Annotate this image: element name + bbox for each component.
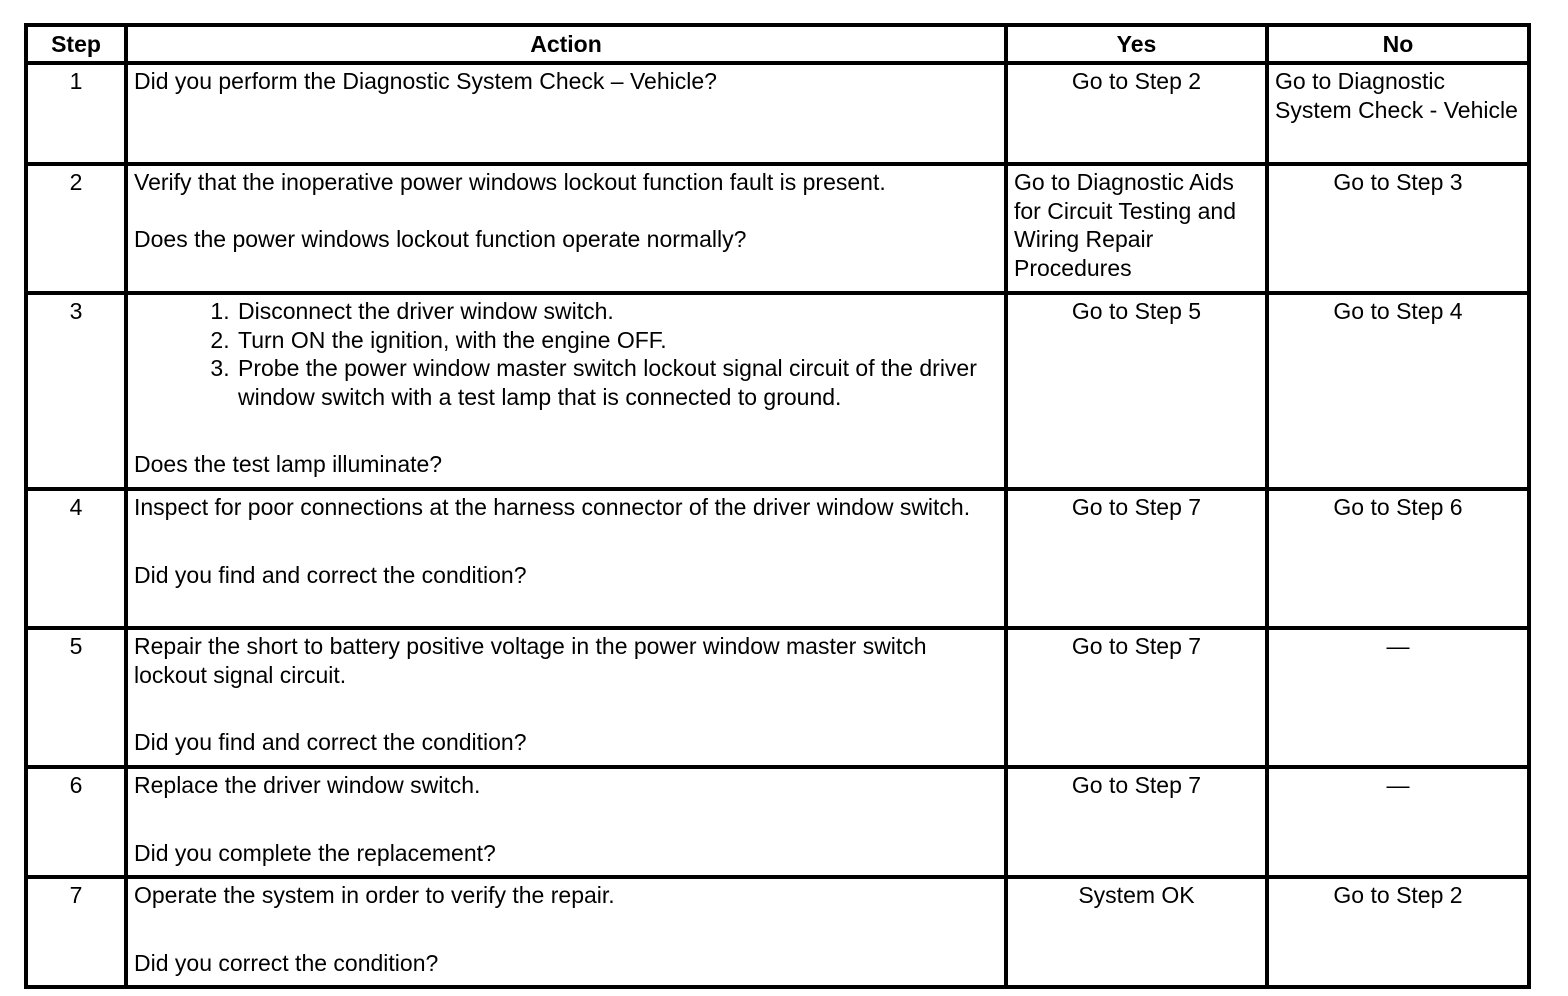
action-text: Verify that the inoperative power windows lockout function fault is present.: [134, 169, 886, 195]
action-cell: [126, 767, 1006, 877]
action-cell: [126, 877, 1006, 987]
no-cell: Go to Diagnostic System Check - Vehicle: [1267, 63, 1529, 164]
table-header-row: [26, 25, 1529, 63]
step-number: 3: [26, 293, 126, 489]
step-number: 6: [26, 767, 126, 877]
action-procedure-list: [188, 297, 998, 411]
step-number: 1: [26, 63, 126, 164]
list-item: 2. Turn ON the ignition, with the engine OFF.: [236, 326, 998, 355]
action-text: Inspect for poor connections at the harness connector of the driver window switch.: [134, 494, 971, 520]
step-number: 4: [26, 489, 126, 628]
yes-cell: System OK: [1006, 877, 1267, 987]
no-cell: [1267, 767, 1529, 877]
yes-cell: Go to Step 7: [1006, 628, 1267, 767]
list-item: 1. Disconnect the driver window switch.: [236, 297, 998, 326]
action-question: Did you correct the condition?: [134, 949, 439, 976]
action-text: Operate the system in order to verify the repair.: [134, 882, 615, 908]
action-cell: [126, 628, 1006, 767]
table-row: [26, 293, 1529, 489]
action-question: Did you complete the replacement?: [134, 839, 496, 866]
action-question: Did you find and correct the condition?: [134, 561, 527, 588]
yes-cell: Go to Step 5: [1006, 293, 1267, 489]
table-row: [26, 164, 1529, 293]
table-row: [26, 767, 1529, 877]
action-text: Did you perform the Diagnostic System Check – Vehicle?: [134, 68, 717, 94]
action-question: Does the test lamp illuminate?: [134, 450, 443, 477]
no-cell: Go to Step 6: [1267, 489, 1529, 628]
table-row: [26, 489, 1529, 628]
action-cell: [126, 489, 1006, 628]
step-number: 2: [26, 164, 126, 293]
action-cell: [126, 293, 1006, 489]
step-number: 7: [26, 877, 126, 987]
table-row: [26, 63, 1529, 164]
header-yes: Yes: [1006, 25, 1267, 63]
list-item: 3. Probe the power window master switch lockout signal circuit of the driver window switch with a test lamp that is connected to ground.: [236, 354, 998, 411]
yes-cell: Go to Step 2: [1006, 63, 1267, 164]
yes-cell: Go to Step 7: [1006, 489, 1267, 628]
no-cell: [1267, 628, 1529, 767]
step-number: 5: [26, 628, 126, 767]
no-cell: Go to Step 4: [1267, 293, 1529, 489]
no-cell: Go to Step 2: [1267, 877, 1529, 987]
action-question: Does the power windows lockout function operate normally?: [134, 226, 747, 252]
action-text: Repair the short to battery positive voltage in the power window master switch lockout signal circuit.: [134, 633, 927, 688]
diagnostic-table: [24, 23, 1531, 989]
no-dash: —: [1386, 633, 1410, 659]
no-cell: Go to Step 3: [1267, 164, 1529, 293]
action-question: Did you find and correct the condition?: [134, 729, 527, 755]
header-step: Step: [26, 25, 126, 63]
action-text: Replace the driver window switch.: [134, 772, 481, 798]
action-cell: [126, 63, 1006, 164]
header-action: Action: [126, 25, 1006, 63]
yes-cell: Go to Step 7: [1006, 767, 1267, 877]
yes-cell: Go to Diagnostic Aids for Circuit Testing and Wiring Repair Procedures: [1006, 164, 1267, 293]
table-row: [26, 877, 1529, 987]
action-cell: [126, 164, 1006, 293]
header-no: No: [1267, 25, 1529, 63]
table-row: [26, 628, 1529, 767]
no-dash: —: [1386, 772, 1410, 798]
